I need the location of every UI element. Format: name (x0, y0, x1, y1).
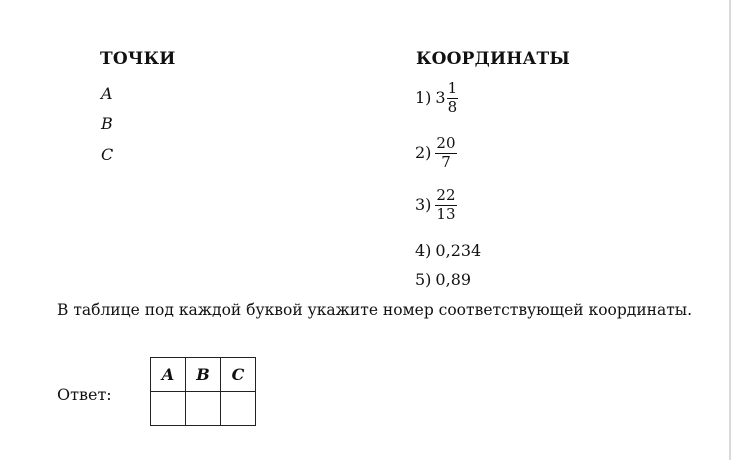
option-number: 2) (415, 143, 432, 163)
answer-table-header-row (151, 358, 256, 392)
answer-cell-c[interactable] (221, 392, 256, 426)
coordinate-option-3 (415, 188, 457, 223)
decimal-value: 0,89 (435, 270, 472, 289)
option-number: 1) (415, 88, 432, 108)
point-label-c: C (101, 145, 114, 164)
coordinate-option-2 (415, 136, 457, 171)
answer-header-a: A (151, 358, 186, 392)
points-heading: ТОЧКИ (100, 49, 176, 69)
option-number: 3) (415, 195, 432, 215)
answer-label: Ответ: (57, 385, 112, 404)
fraction-denominator: 13 (436, 204, 456, 223)
mixed-number-whole: 3 (435, 88, 446, 108)
point-label-a: A (101, 84, 113, 103)
coordinate-option-4 (415, 243, 481, 259)
answer-cell-b[interactable] (186, 392, 221, 426)
coordinate-option-5 (415, 272, 471, 288)
coordinate-option-1 (415, 81, 458, 116)
answer-header-c: C (221, 358, 256, 392)
instruction-text: В таблице под каждой буквой укажите номер соответствующей координаты. (57, 301, 693, 319)
answer-cell-a[interactable] (151, 392, 186, 426)
option-number: 5) (415, 270, 432, 289)
fraction (435, 188, 456, 223)
answer-table (150, 357, 256, 426)
option-number: 4) (415, 241, 432, 260)
coordinates-heading: КООРДИНАТЫ (416, 49, 571, 69)
decimal-value: 0,234 (435, 241, 482, 260)
fraction-numerator: 20 (436, 134, 456, 152)
fraction (447, 81, 459, 116)
fraction-numerator: 1 (447, 79, 458, 97)
answer-header-b: B (186, 358, 221, 392)
fraction-denominator: 8 (447, 97, 458, 116)
fraction (435, 136, 456, 171)
fraction-numerator: 22 (436, 186, 456, 204)
fraction-denominator: 7 (441, 152, 451, 171)
answer-table-input-row (151, 392, 256, 426)
point-label-b: B (101, 114, 113, 133)
